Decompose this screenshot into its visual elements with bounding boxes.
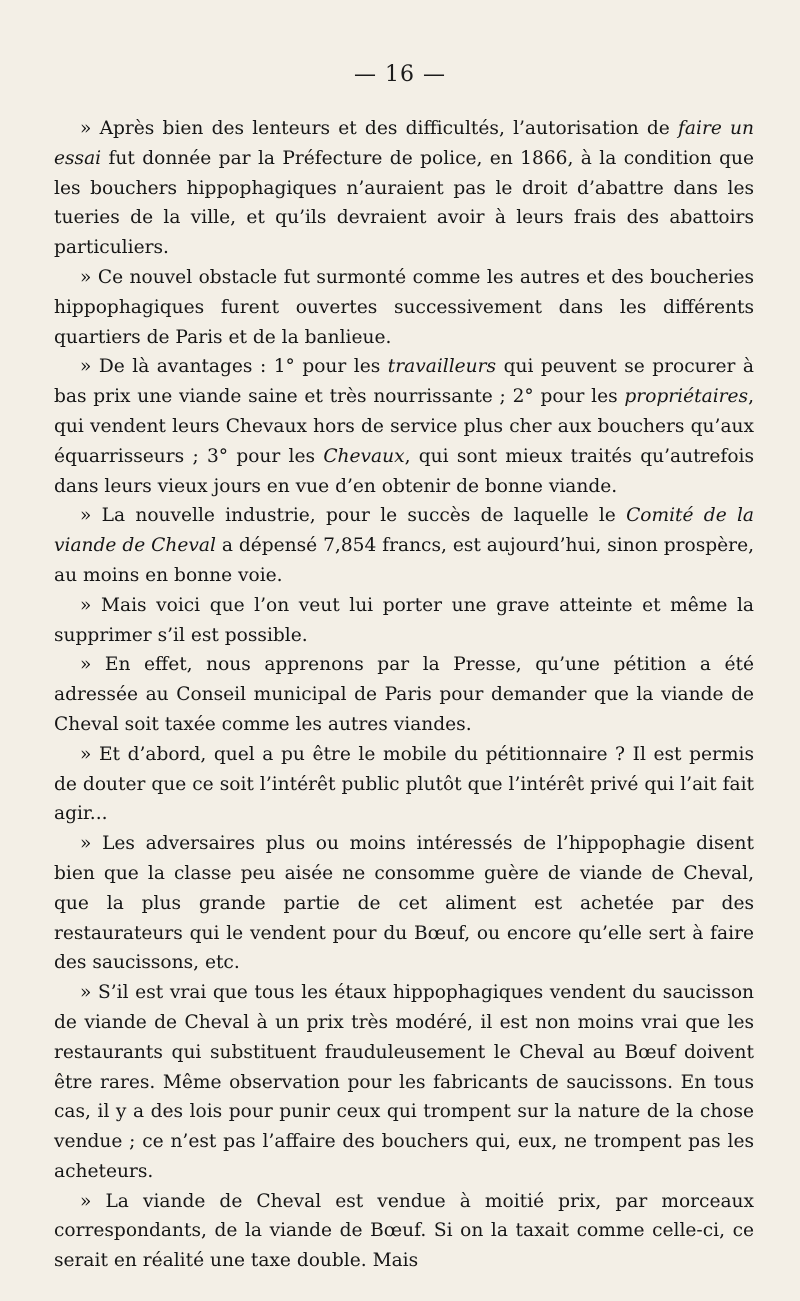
- text-run: , qui vendent leurs Chevaux hors de service plus cher aux bouchers qu’aux équarrisseurs ; 3° pour les: [54, 386, 754, 467]
- text-run: » Ce nouvel obstacle fut surmonté comme les autres et des boucheries hippophagiques furent ouvertes successivement dans les différents quartiers de Paris et de la banlieue.: [54, 266, 754, 348]
- paragraph: [54, 1187, 754, 1276]
- italic-text: Comité de la viande de Cheval: [54, 505, 755, 557]
- paragraph: [54, 829, 754, 978]
- text-run: » Mais voici que l’on veut lui porter une grave atteinte et même la supprimer s’il est possible.: [54, 594, 754, 646]
- paragraph: [54, 114, 754, 263]
- body-text: [54, 114, 754, 1276]
- paragraph: [54, 740, 754, 829]
- italic-text: Chevaux: [323, 445, 405, 467]
- italic-text: travailleurs: [387, 356, 497, 378]
- page-number: — 16 —: [354, 62, 446, 87]
- text-run: » De là avantages : 1° pour les: [80, 356, 388, 378]
- text-run: » S’il est vrai que tous les étaux hippophagiques vendent du saucisson de viande de Cheval à un prix très modéré, il est non moins vrai que les restaurants qui substituent frauduleusement le Cheval au Bœuf doivent être rares. Même observation pour les fabricants de saucissons. En tous cas, il y a des lois pour punir ceux qui trompent sur la nature de la chose vendue ; ce n’est pas l’affaire des bouchers qui, eux, ne trompent pas les acheteurs.: [54, 982, 754, 1182]
- text-run: » La viande de Cheval est vendue à moitié prix, par morceaux correspondants, de la viande de Bœuf. Si on la taxait comme celle-ci, ce serait en réalité une taxe double. Mais: [54, 1190, 754, 1272]
- italic-text: faire un essai: [54, 118, 754, 169]
- text-run: fut donnée par la Préfecture de police, en 1866, à la condition que les bouchers hippophagiques n’auraient pas le droit d’abattre dans les tueries de la ville, et qu’ils devraient avoir à leurs frais des abattoirs particuliers.: [54, 147, 754, 259]
- paragraph: [54, 263, 754, 352]
- paragraph: [54, 650, 754, 739]
- text-run: » La nouvelle industrie, pour le succès de laquelle le: [80, 505, 627, 527]
- text-run: » Les adversaires plus ou moins intéressés de l’hippophagie disent bien que la classe peu aisée ne consomme guère de viande de Cheval, que la plus grande partie de cet aliment est achetée par des restaurateurs qui le vendent pour du Bœuf, ou encore qu’elle sert à faire des saucissons, etc.: [54, 833, 754, 974]
- paragraph: [54, 352, 754, 501]
- text-run: qui peuvent se procurer à bas prix une viande saine et très nourrissante ; 2° pour les: [54, 356, 754, 408]
- paragraph: [54, 501, 754, 590]
- text-run: » En effet, nous apprenons par la Presse, qu’une pétition a été adressée au Conseil municipal de Paris pour demander que la viande de Cheval soit taxée comme les autres viandes.: [54, 654, 754, 735]
- text-run: » Après bien des lenteurs et des difficultés, l’autorisation de: [80, 118, 679, 139]
- text-run: , qui sont mieux traités qu’autrefois dans leurs vieux jours en vue d’en obtenir de bonne viande.: [54, 445, 754, 497]
- paragraph: [54, 591, 754, 651]
- italic-text: propriétaires: [624, 386, 749, 408]
- text-run: » Et d’abord, quel a pu être le mobile du pétitionnaire ? Il est permis de douter que ce soit l’intérêt public plutôt que l’intérêt privé qui l’ait fait agir...: [54, 743, 754, 825]
- text-run: a dépensé 7,854 francs, est aujourd’hui, sinon prospère, au moins en bonne voie.: [54, 535, 754, 586]
- paragraph: [54, 978, 754, 1187]
